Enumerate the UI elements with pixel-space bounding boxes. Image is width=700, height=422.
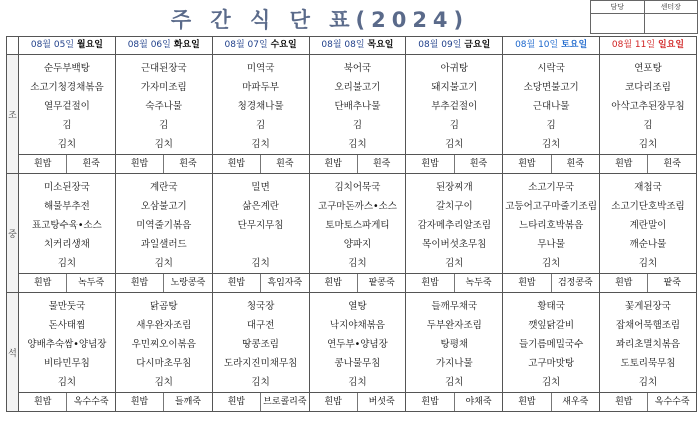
rice-item: 흰밥 [19,393,67,411]
dish-list [116,55,212,154]
dish-list [213,55,309,154]
rice-item: 흰밥 [19,274,67,292]
menu-cell [600,293,697,412]
dish-item: 부추겉절이 [431,101,478,112]
dish-item: 깻잎닭갈비 [528,320,575,331]
dish-item: 낙지야채볶음 [329,320,385,331]
day-date: 08월 07일 [224,40,268,50]
porridge-item: 노랑콩죽 [170,278,206,288]
dish-item: 우민찌오이볶음 [131,339,196,350]
dish-item: 된장찌개 [435,182,473,193]
porridge-item: 흰죽 [566,159,585,169]
rice-porridge-row [213,392,309,411]
dish-item: 해물부추전 [43,201,90,212]
dish-item: 새우완자조림 [136,320,192,331]
dish-list [503,55,599,154]
dish-list [213,293,309,392]
porridge-item: 흰죽 [82,159,100,169]
menu-cell [115,55,212,174]
dish-item: 토마토스파게티 [325,220,390,231]
porridge-item: 옥수수죽 [654,397,690,407]
dish-item: 돼지불고기 [431,82,478,93]
dish-item: 아귀탕 [440,63,469,74]
meal-label: 조 [7,55,19,174]
rice-porridge-row [310,154,406,173]
dish-item: 물만둣국 [48,301,86,312]
dish-item: 김치 [57,258,77,269]
rice-porridge-row [213,154,309,173]
dish-list [406,293,502,392]
dish-item: 닭곰탕 [150,301,178,312]
menu-cell [309,293,406,412]
rice-porridge-row [600,154,696,173]
day-weekday: 금요일 [464,40,491,50]
dish-item: 양파지 [343,239,372,250]
dish-item: 열탕 [348,301,367,312]
rice-item: 흰밥 [116,274,164,292]
dish-item: 김치 [638,377,658,388]
porridge-item: 흰죽 [469,159,488,169]
rice-item: 흰밥 [503,274,551,292]
dish-item: 대구전 [246,320,275,331]
rice-item: 흰밥 [503,393,551,411]
dish-item: 김치 [638,258,658,269]
porridge-item: 새우죽 [562,397,589,407]
menu-cell [212,55,309,174]
dish-item: 표고탕수육•소스 [32,220,102,231]
day-date: 08월 11일 [611,40,656,50]
dish-item: 김치 [638,139,658,150]
day-weekday: 일요일 [657,40,685,50]
dish-item: 김 [62,120,72,131]
dish-item: 김 [643,120,653,131]
dish-item: 탕평채 [440,339,469,350]
menu-cell [600,174,697,293]
dish-item: 소고기단호박조림 [611,201,685,212]
dish-item: 근대나물 [532,101,570,112]
rice-porridge-row [310,273,406,292]
day-weekday: 토요일 [561,40,588,50]
rice-item: 흰밥 [503,155,551,173]
porridge-item: 야채죽 [465,397,492,407]
rice-item: 흰밥 [600,274,648,292]
dish-item: 계란국 [150,182,178,193]
porridge-item: 흰죽 [372,159,391,169]
dish-item: 김 [352,120,363,131]
dish-item: 청국장 [246,301,275,312]
dish-item [213,235,309,254]
rice-item: 흰밥 [116,155,164,173]
dish-item: 오삼불고기 [140,201,187,212]
dish-item: 들기름메밀국수 [519,339,584,350]
dish-item: 갈치구이 [435,201,473,212]
page-title: 주 간 식 단 표(2024) [170,8,470,32]
porridge-item: 흰죽 [179,159,197,169]
rice-item: 흰밥 [213,393,261,411]
rice-porridge-row [406,154,502,173]
dish-item: 무나물 [537,239,565,250]
approval-divider [644,13,645,33]
rice-item: 흰밥 [116,393,164,411]
day-header [212,37,309,55]
porridge-item: 녹두죽 [78,278,105,288]
dish-item: 김치 [154,258,173,269]
dish-list [213,174,309,273]
dish-list [406,55,502,154]
dish-item: 가자미조림 [140,82,187,93]
dish-item: 김치 [445,139,464,150]
meal-row [7,293,697,412]
porridge-item: 흰죽 [663,159,681,169]
dish-item: 김치 [541,258,561,269]
dish-item: 아삭고추된장무침 [611,101,685,112]
day-weekday: 화요일 [173,40,200,50]
weekly-menu-table [6,36,697,412]
dish-item: 코다리조림 [625,82,671,93]
approval-label-manager: 담당 [591,1,645,13]
dish-item: 삶은계란 [242,201,279,212]
corner-cell [7,37,19,55]
rice-porridge-row [406,273,502,292]
day-date: 08월 06일 [127,40,171,50]
dish-list [310,55,406,154]
dish-item: 미소된장국 [43,182,90,193]
rice-item: 흰밥 [406,274,454,292]
dish-item: 미역줄기볶음 [136,220,192,231]
menu-cell [309,55,406,174]
rice-porridge-row [116,392,212,411]
menu-cell [600,55,697,174]
dish-item: 단배추나물 [334,101,381,112]
day-weekday: 수요일 [270,40,297,50]
dish-item: 김치 [348,258,367,269]
dish-item: 김치 [57,139,77,150]
rice-item: 흰밥 [600,155,648,173]
menu-cell [503,293,600,412]
menu-cell [406,293,503,412]
day-date: 08월 10일 [515,40,559,50]
porridge-item: 옥수수죽 [73,397,109,407]
day-date: 08월 09일 [418,40,462,50]
rice-porridge-row [406,392,502,411]
dish-item: 김 [449,120,459,131]
dish-item: 시락국 [537,63,565,74]
porridge-item: 흰죽 [276,159,294,169]
rice-item: 흰밥 [406,155,454,173]
dish-item: 김치 [251,139,270,150]
dish-item: 근대된장국 [140,63,187,74]
dish-item: 김치 [57,377,77,388]
dish-item: 김치 [154,377,173,388]
rice-item: 흰밥 [600,393,648,411]
dish-item: 김치 [445,377,464,388]
dish-item: 땅콩조림 [242,339,279,350]
dish-item: 김치 [541,377,561,388]
dish-item: 숙주나물 [145,101,183,112]
dish-item: 연두부•양념장 [327,339,388,350]
approval-label-director: 센터장 [660,3,681,11]
dish-list [19,293,115,392]
rice-porridge-row [310,392,406,411]
day-header [600,37,697,55]
dish-item: 과일샐러드 [140,239,187,250]
menu-cell [309,174,406,293]
dish-item: 김치 [251,377,270,388]
meal-label: 중 [7,174,19,293]
menu-cell [503,174,600,293]
dish-list [310,174,406,273]
dish-item: 순두부백탕 [43,63,90,74]
dish-item: 콩나물무침 [334,358,381,369]
day-weekday: 월요일 [76,40,103,50]
dish-item: 잡채어묵햄조림 [615,320,681,331]
dish-item: 재첩국 [634,182,662,193]
menu-cell [115,174,212,293]
dish-item: 김치 [445,258,464,269]
dish-item: 북어국 [343,63,372,74]
rice-porridge-row [116,154,212,173]
menu-cell [19,174,116,293]
porridge-item: 팥콩죽 [368,278,395,288]
dish-item: 소고기무국 [528,182,575,193]
menu-cell [212,293,309,412]
dish-item: 김치어묵국 [334,182,381,193]
day-header [19,37,116,55]
dish-item: 고구마돈까스•소스 [317,201,397,212]
rice-porridge-row [600,392,696,411]
day-date: 08월 08일 [321,40,365,50]
dish-list [600,293,696,392]
dish-item: 김치 [348,377,367,388]
dish-item: 김 [159,120,169,131]
dish-list [600,174,696,273]
dish-item: 김치 [154,139,173,150]
dish-item: 김치 [251,258,270,269]
menu-cell [115,293,212,412]
day-weekday: 목요일 [367,40,394,50]
approval-box [590,0,698,34]
porridge-item: 녹두죽 [465,278,492,288]
dish-item: 깨순나물 [629,239,667,250]
rice-item: 흰밥 [213,274,261,292]
dish-item: 연포탕 [634,63,662,74]
day-header [115,37,212,55]
dish-item: 마파두부 [242,82,279,93]
dish-item: 가지나물 [435,358,473,369]
menu-cell [212,174,309,293]
rice-porridge-row [503,154,599,173]
dish-item: 감자메추리알조림 [417,220,491,231]
dish-item: 소당면불고기 [523,82,579,93]
dish-item: 밀면 [251,182,270,193]
porridge-item: 브로콜리죽 [263,397,307,407]
dish-item: 열무겉절이 [43,101,90,112]
dish-item: 청경채나물 [237,101,284,112]
dish-list [19,55,115,154]
dish-item: 돈사태찜 [48,320,86,331]
menu-cell [503,55,600,174]
dish-list [310,293,406,392]
day-date: 08월 05일 [30,40,75,50]
dish-item: 소고기청경채볶음 [30,82,104,93]
header-row [7,37,697,55]
rice-porridge-row [19,154,115,173]
dish-item: 고구마맛탕 [528,358,575,369]
porridge-item: 흑임자죽 [267,278,303,288]
dish-item: 김치 [348,139,367,150]
rice-item: 흰밥 [406,393,454,411]
dish-item: 다시마초무침 [136,358,192,369]
dish-item: 김치 [541,139,561,150]
dish-list [600,55,696,154]
rice-item: 흰밥 [213,155,261,173]
dish-item: 황태국 [537,301,565,312]
porridge-item: 들깨죽 [174,397,202,407]
dish-item: 두부완자조림 [426,320,482,331]
porridge-item: 검정콩죽 [557,278,593,288]
rice-porridge-row [116,273,212,292]
dish-list [406,174,502,273]
menu-cell [406,174,503,293]
rice-item: 흰밥 [310,274,358,292]
meal-label: 석 [7,293,19,412]
dish-item: 단무지무침 [237,220,284,231]
rice-porridge-row [19,273,115,292]
dish-list [503,174,599,273]
dish-item: 오리불고기 [334,82,381,93]
dish-list [116,174,212,273]
rice-porridge-row [503,392,599,411]
dish-item: 도라지진미채무침 [223,358,298,369]
menu-cell [406,55,503,174]
dish-list [503,293,599,392]
dish-list [116,293,212,392]
dish-item: 미역국 [246,63,275,74]
rice-porridge-row [19,392,115,411]
dish-item: 비타민무침 [43,358,90,369]
dish-item: 김 [546,120,556,131]
dish-item: 양배추숙쌈•양념장 [27,339,107,350]
rice-item: 흰밥 [310,393,358,411]
rice-item: 흰밥 [19,155,67,173]
meal-row [7,55,697,174]
meal-row [7,174,697,293]
porridge-item: 버섯죽 [368,397,395,407]
day-header [309,37,406,55]
day-header [503,37,600,55]
dish-item: 계란말이 [629,220,667,231]
dish-item: 도토리묵무침 [620,358,676,369]
rice-porridge-row [503,273,599,292]
dish-item: 들깨무채국 [431,301,478,312]
dish-item: 느타리호박볶음 [519,220,584,231]
day-header [406,37,503,55]
rice-porridge-row [600,273,696,292]
dish-item: 치커리생채 [43,239,90,250]
dish-item: 고등어고구마줄기조림 [505,201,598,212]
dish-item: 목이버섯초무침 [422,239,487,250]
dish-item: 김 [256,120,266,131]
dish-item: 꽈리초멸치볶음 [615,339,681,350]
menu-cell [19,55,116,174]
porridge-item: 팥죽 [663,278,681,288]
rice-porridge-row [213,273,309,292]
menu-cell [19,293,116,412]
rice-item: 흰밥 [310,155,358,173]
dish-item: 꽃게된장국 [625,301,671,312]
dish-list [19,174,115,273]
